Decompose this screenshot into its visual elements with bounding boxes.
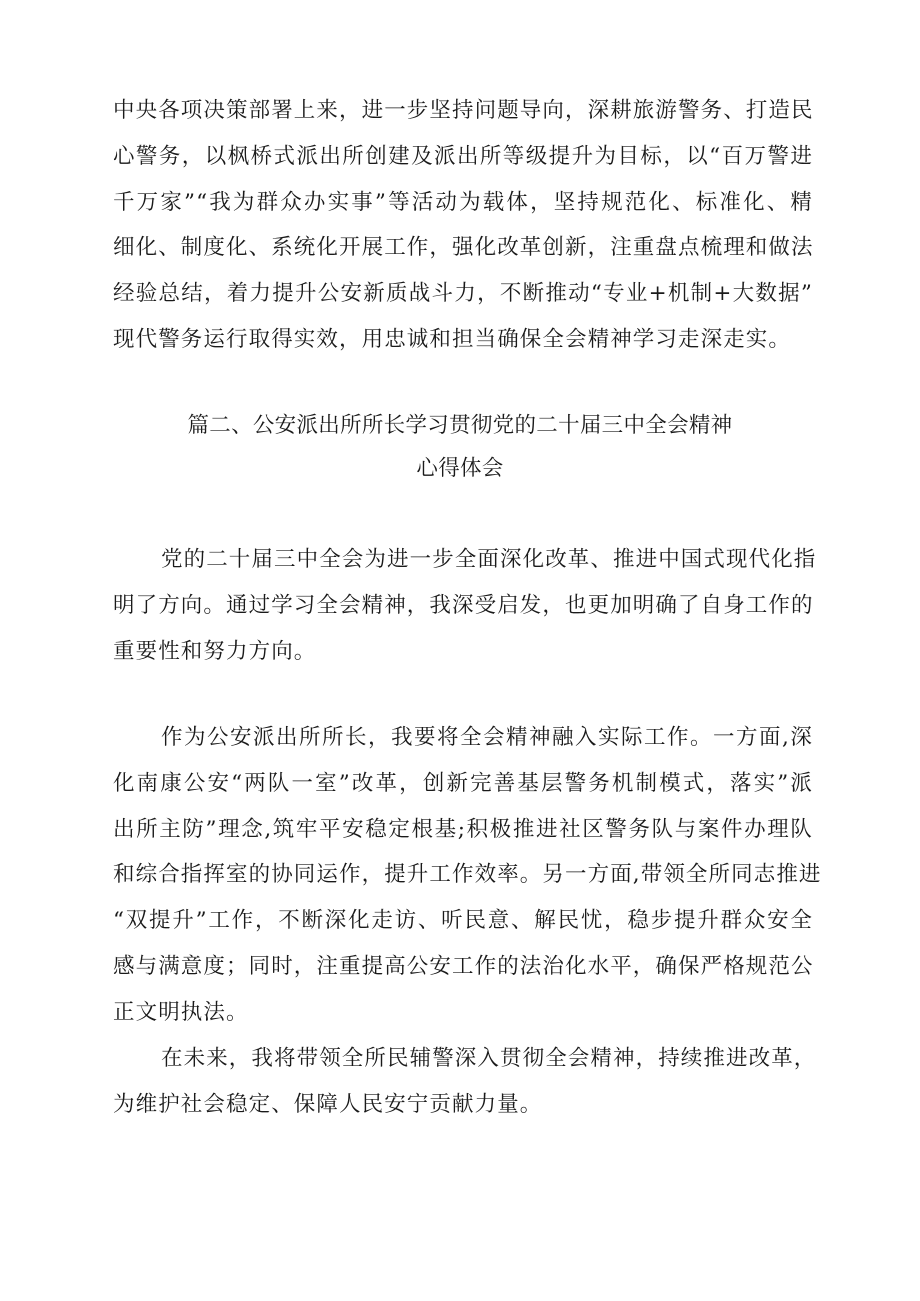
intro-line-2: 心警务，以枫桥式派出所创建及派出所等级提升为目标，以“百万警进 [113, 143, 813, 169]
intro-line-1: 中央各项决策部署上来，进一步坚持问题导向，深耕旅游警务、打造民 [113, 98, 814, 123]
intro-line-3: 千万家”“我为群众办实事”等活动为载体，坚持规范化、标准化、精 [113, 189, 813, 215]
intro-line-5: 经验总结，着力提升公安新质战斗力，不断推动“专业+机制+大数据” [113, 281, 813, 307]
paragraph-1 [113, 537, 817, 674]
paragraph-2-line-7: 正文明执法。 [113, 999, 249, 1025]
paragraph-2-line-5: “双提升”工作，不断深化走访、听民意、解民忧，稳步提升群众安全 [113, 908, 813, 934]
paragraph-3-line-2: 为维护社会稳定、保障人民安宁贡献力量。 [113, 1091, 543, 1117]
paragraph-2-line-6: 感与满意度；同时，注重提高公安工作的法治化水平，确保严格规范公 [113, 953, 814, 979]
paragraph-2 [113, 715, 822, 1036]
section-title [0, 404, 920, 490]
intro-paragraph [113, 88, 813, 363]
paragraph-1-line-2: 明了方向。通过学习全会精神，我深受启发，也更加明确了自身工作的 [113, 592, 814, 618]
paragraph-2-line-4: 和综合指挥室的协同运作，提升工作效率。另一方面,带领全所同志推进 [113, 862, 822, 888]
paragraph-1-line-1: 党的二十届三中全会为进一步全面深化改革、推进中国式现代化指 [161, 547, 817, 572]
paragraph-2-line-3: 出所主防”理念,筑牢平安稳定根基;积极推进社区警务队与案件办理队 [113, 816, 813, 842]
section-title-line-2: 心得体会 [416, 456, 504, 481]
paragraph-2-line-1: 作为公安派出所所长，我要将全会精神融入实际工作。一方面,深 [161, 725, 813, 750]
paragraph-3 [113, 1036, 817, 1128]
paragraph-3-line-1: 在未来，我将带领全所民辅警深入贯彻全会精神，持续推进改革， [161, 1046, 817, 1071]
paragraph-2-line-2: 化南康公安“两队一室”改革，创新完善基层警务机制模式，落实”派 [113, 770, 813, 796]
paragraph-1-line-3: 重要性和努力方向。 [113, 638, 317, 664]
intro-line-6: 现代警务运行取得实效，用忠诚和担当确保全会精神学习走深走实。 [113, 326, 792, 352]
intro-line-4: 细化、制度化、系统化开展工作，强化改革创新，注重盘点梳理和做法 [113, 235, 814, 261]
section-title-line-1: 篇二、公安派出所所长学习贯彻党的二十届三中全会精神 [187, 413, 733, 438]
